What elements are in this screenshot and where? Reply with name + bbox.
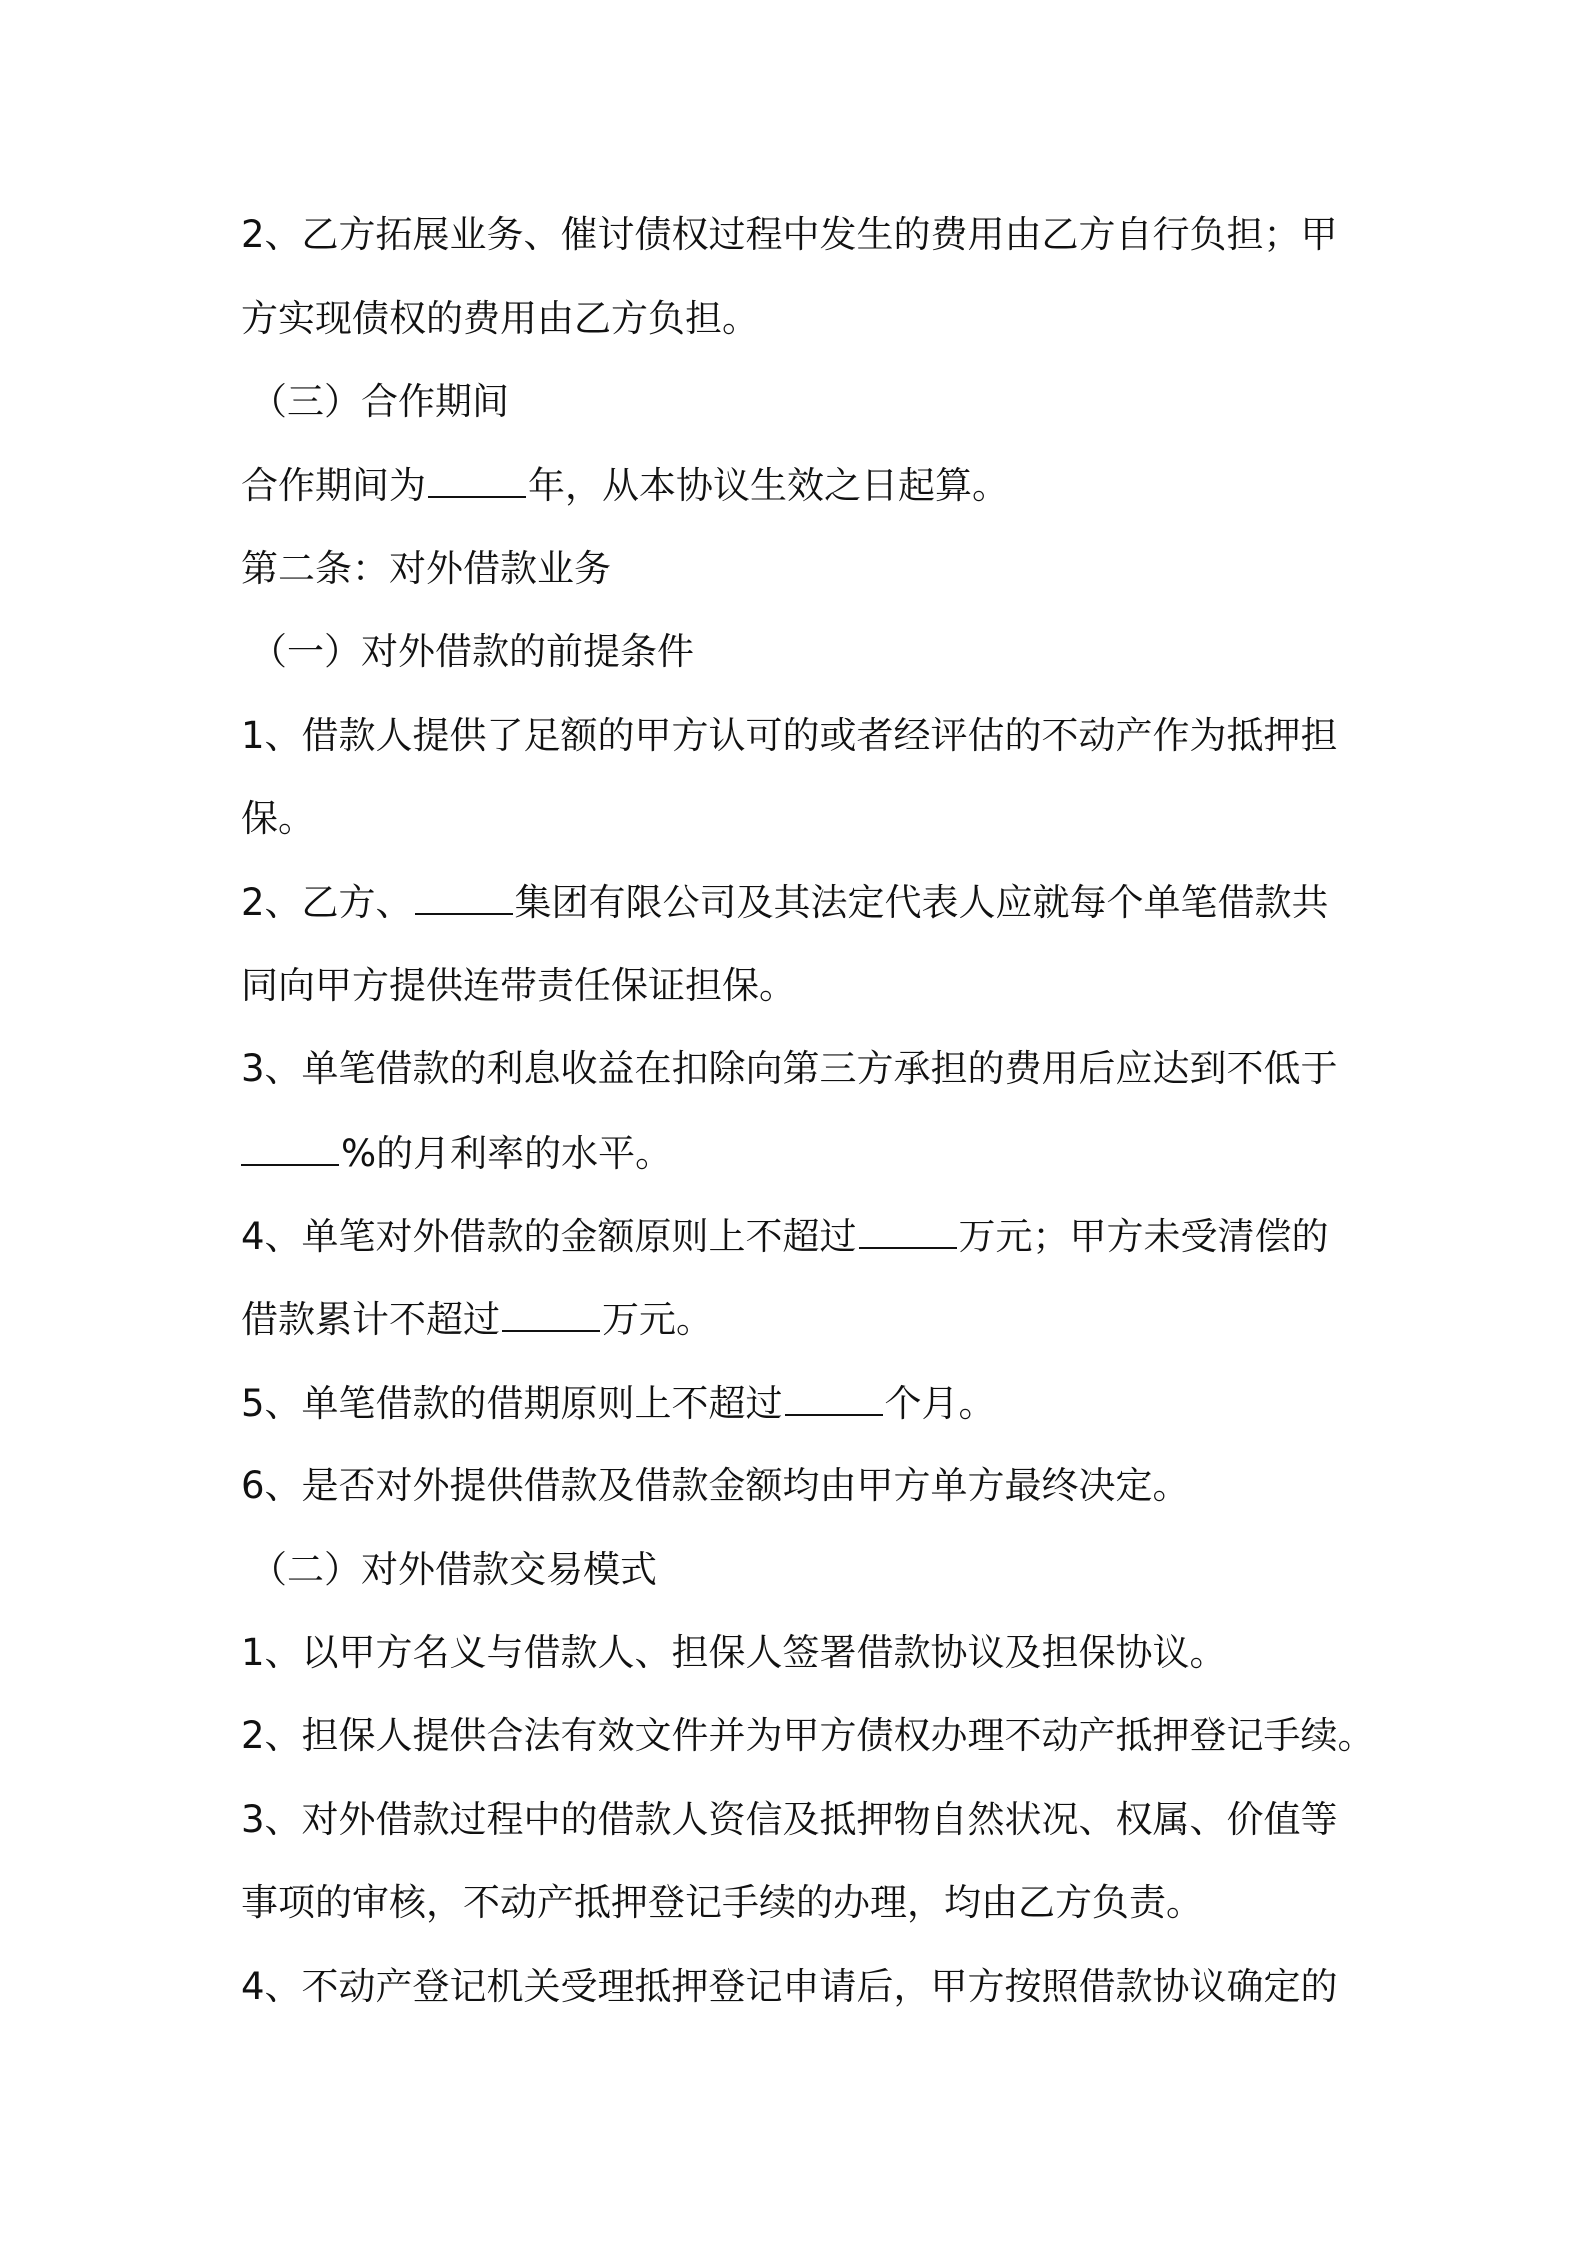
clause-text — [241, 711, 1338, 761]
text-segment: 1、以甲方名义与借款人、担保人签署借款协议及担保协议。 — [241, 1631, 1227, 1674]
clause-text — [241, 794, 315, 844]
text-segment: 个月。 — [884, 1382, 996, 1425]
clause-text — [241, 877, 1329, 928]
fill-in-blank[interactable] — [502, 1294, 600, 1332]
text-segment: 2、乙方拓展业务、催讨债权过程中发生的费用由乙方自行负担；甲 — [241, 213, 1338, 256]
clause-text — [241, 961, 796, 1011]
clause-text — [241, 460, 1009, 511]
clause-text — [241, 1044, 1338, 1094]
clause-text — [241, 1294, 713, 1345]
text-segment: 4、不动产登记机关受理抵押登记申请后，甲方按照借款协议确定的 — [241, 1965, 1338, 2008]
text-segment: 万元；甲方未受清偿的 — [958, 1215, 1329, 1258]
text-segment: （三）合作期间 — [250, 380, 509, 423]
text-segment: 同向甲方提供连带责任保证担保。 — [241, 964, 796, 1007]
text-segment: 合作期间为 — [241, 464, 426, 507]
text-segment: 第二条：对外借款业务 — [241, 547, 611, 590]
text-segment: 3、单笔借款的利息收益在扣除向第三方承担的费用后应达到不低于 — [241, 1047, 1338, 1090]
text-segment: 2、担保人提供合法有效文件并为甲方债权办理不动产抵押登记手续。 — [241, 1714, 1375, 1757]
text-segment: 保。 — [241, 797, 315, 840]
fill-in-blank[interactable] — [428, 460, 526, 498]
fill-in-blank[interactable] — [859, 1211, 957, 1249]
section-heading — [250, 1545, 657, 1595]
text-segment: 年，从本协议生效之日起算。 — [528, 464, 1009, 507]
article-heading — [241, 544, 611, 594]
clause-text — [241, 1128, 672, 1179]
clause-text — [241, 1628, 1227, 1678]
clause-text — [241, 1211, 1329, 1262]
text-segment: 2、乙方、 — [241, 881, 413, 924]
clause-text — [241, 1962, 1338, 2012]
section-heading — [250, 377, 509, 427]
text-segment: （一）对外借款的前提条件 — [250, 630, 694, 673]
clause-text — [241, 1378, 996, 1429]
text-segment: 1、借款人提供了足额的甲方认可的或者经评估的不动产作为抵押担 — [241, 714, 1338, 757]
clause-text — [241, 210, 1338, 260]
clause-text — [241, 1711, 1375, 1761]
text-segment: 4、单笔对外借款的金额原则上不超过 — [241, 1215, 857, 1258]
text-segment: （二）对外借款交易模式 — [250, 1548, 657, 1591]
text-segment: 方实现债权的费用由乙方负担。 — [241, 297, 759, 340]
text-segment: %的月利率的水平。 — [341, 1132, 673, 1175]
text-segment: 5、单笔借款的借期原则上不超过 — [241, 1382, 783, 1425]
fill-in-blank[interactable] — [241, 1128, 339, 1166]
clause-text — [241, 294, 759, 344]
fill-in-blank[interactable] — [415, 877, 513, 915]
clause-text — [241, 1461, 1190, 1511]
text-segment: 万元。 — [602, 1298, 713, 1341]
clause-text — [241, 1878, 1203, 1928]
clause-text — [241, 1795, 1338, 1845]
text-segment: 集团有限公司及其法定代表人应就每个单笔借款共 — [514, 881, 1329, 924]
text-segment: 6、是否对外提供借款及借款金额均由甲方单方最终决定。 — [241, 1464, 1190, 1507]
text-segment: 借款累计不超过 — [241, 1298, 500, 1341]
section-heading — [250, 627, 694, 677]
fill-in-blank[interactable] — [785, 1378, 883, 1416]
text-segment: 事项的审核，不动产抵押登记手续的办理，均由乙方负责。 — [241, 1881, 1203, 1924]
text-segment: 3、对外借款过程中的借款人资信及抵押物自然状况、权属、价值等 — [241, 1798, 1338, 1841]
